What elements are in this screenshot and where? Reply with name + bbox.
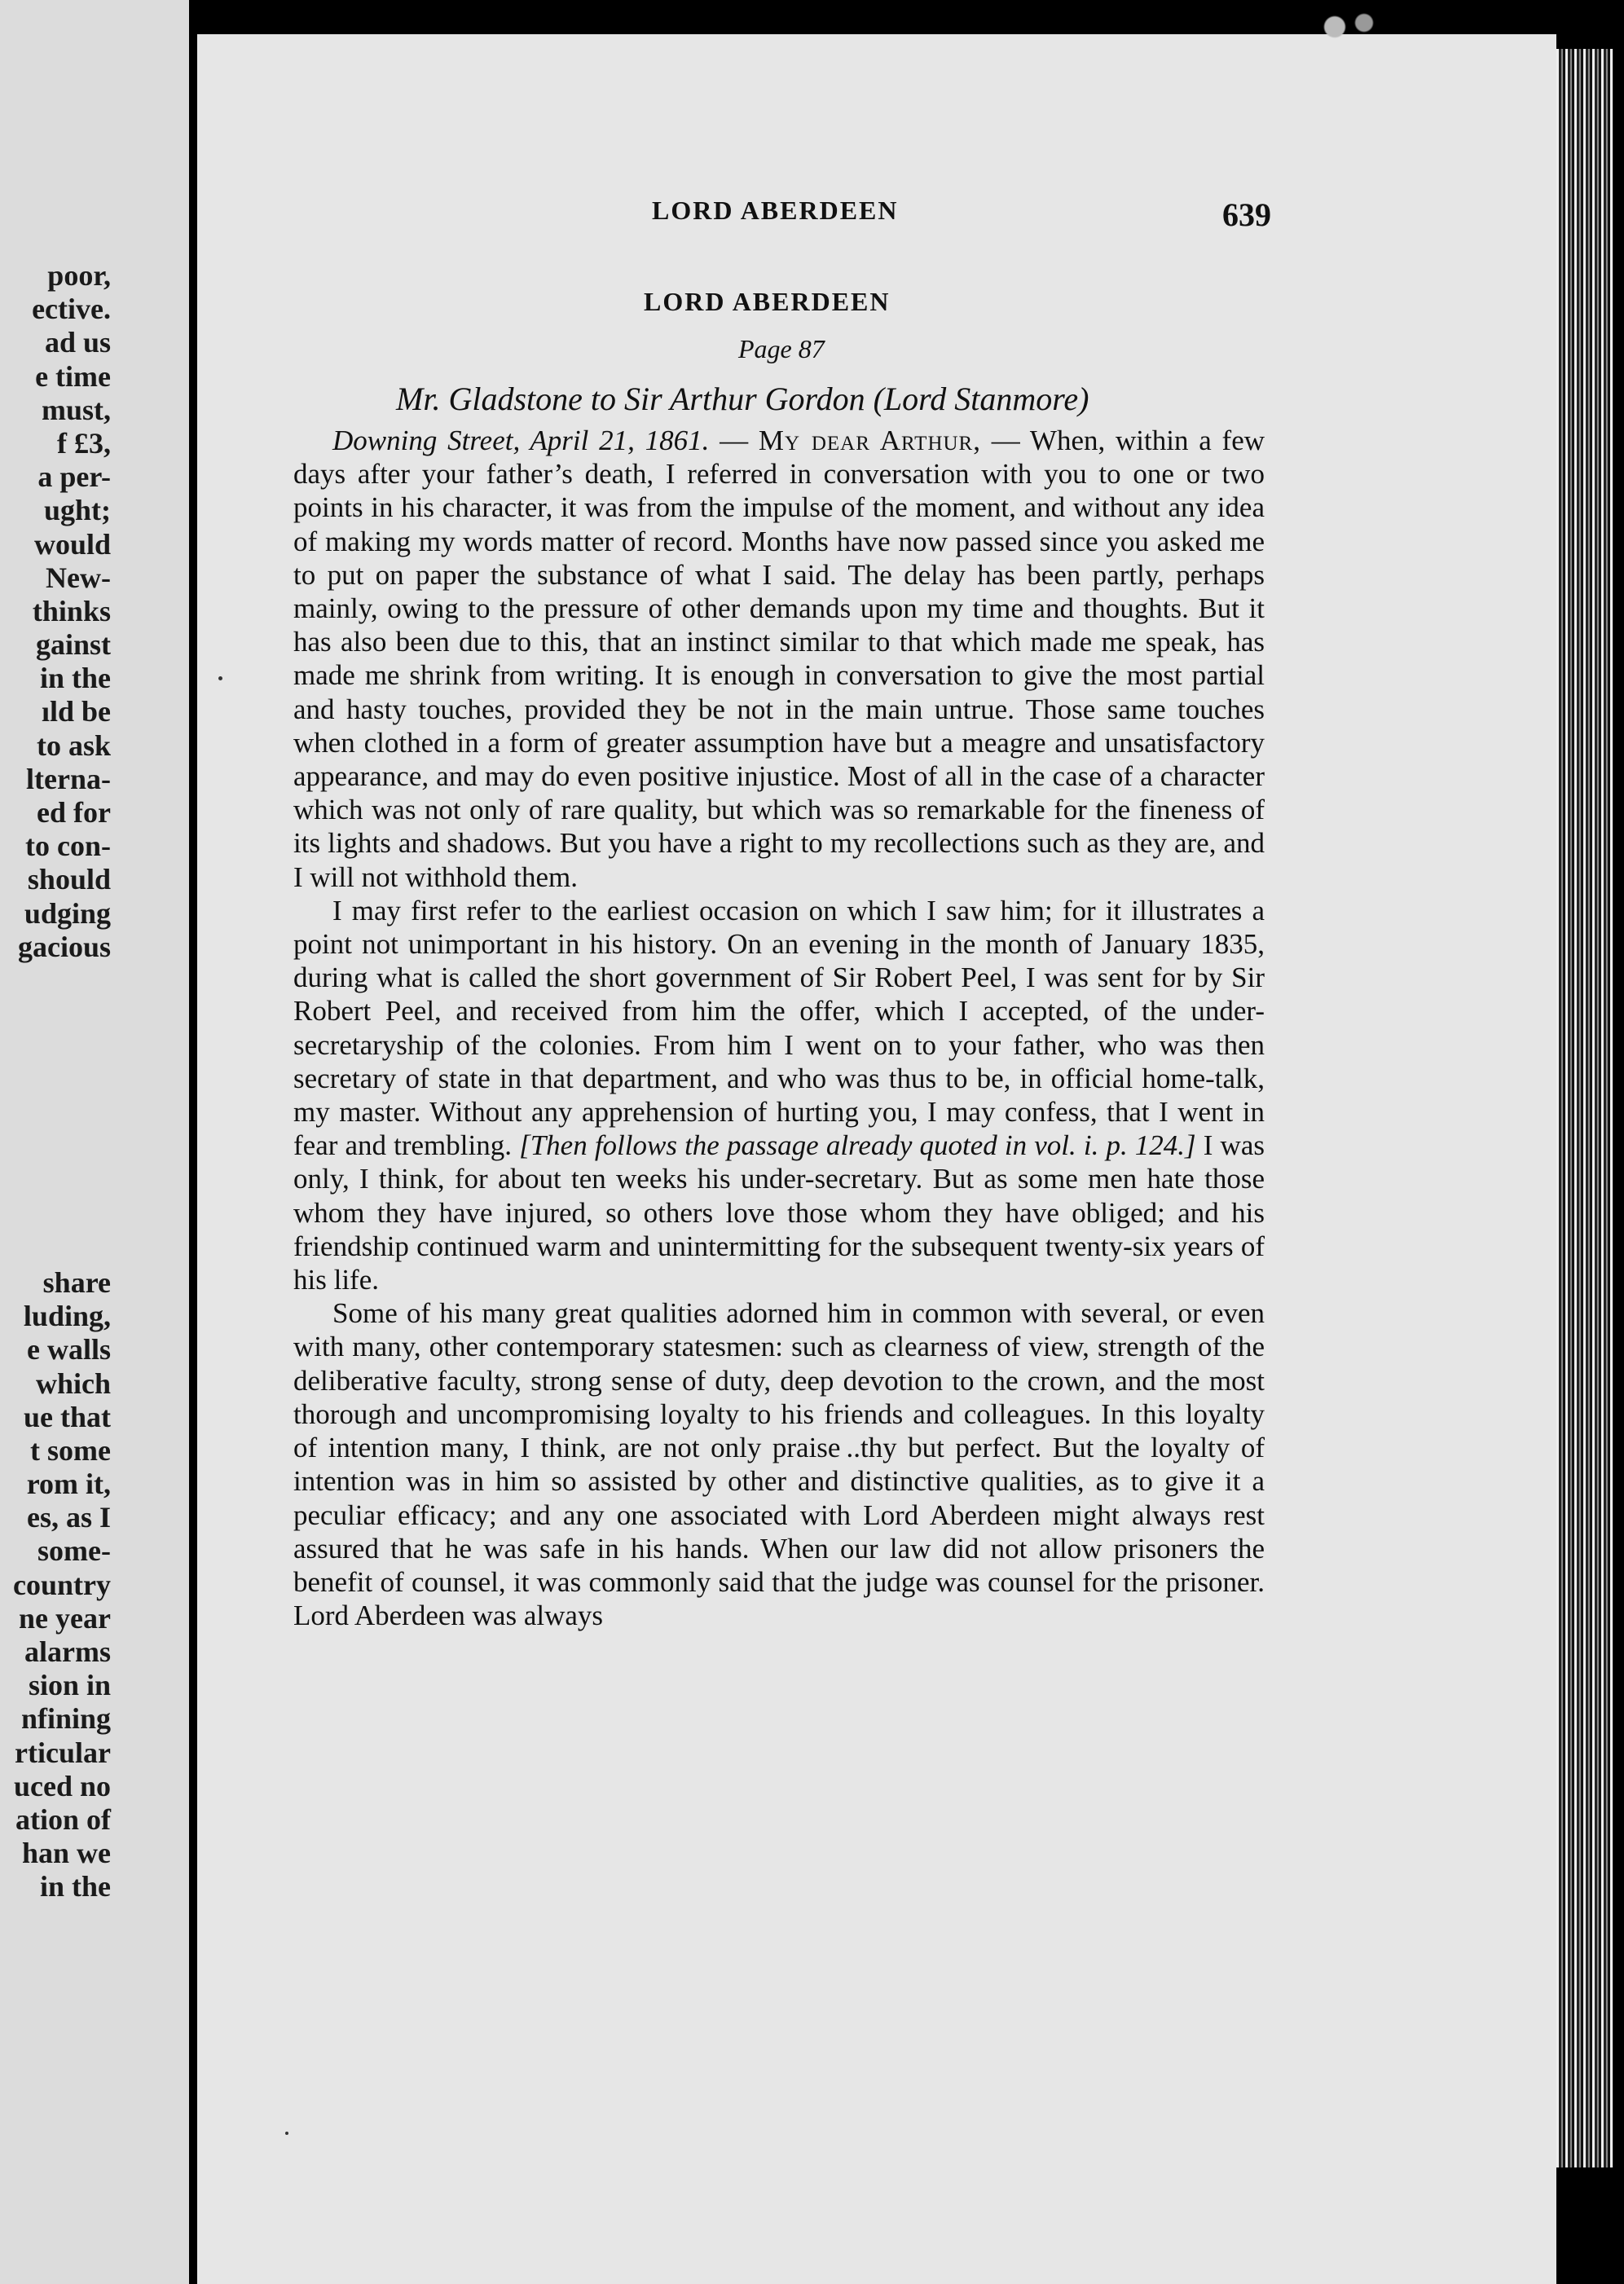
paragraph-1-text: When, within a few days after your father’s death, I referred in conversation with you to one or two points in his character, it was from the impulse of the moment, and without any idea of making my words matter of record. Months have now passed since you asked me to put on paper the substance of what I said. The delay has been partly, perhaps mainly, owing to the pressure of other demands upon my time and thoughts. But it has also been due to this, that an instinct similar to that which made me speak, has made me shrink from writing. It is enough in conversation to give the most partial and hasty touches, provided they be not in the main untrue. Those same touches when clothed in a form of greater assumption have but a meagre and unsatisfactory appearance, and may do even positive injustice. Most of all in the case of a character which was not only of rare quality, but which was so remarkable for the fineness of its lights and shadows. But you have a right to my recollections such as they are, and I will not withhold them. <box>293 425 1265 893</box>
left-page-line: gainst <box>35 628 111 662</box>
left-page-line: f £3, <box>57 426 111 460</box>
margin-mark <box>218 676 222 680</box>
left-page-line: in the <box>39 1870 111 1903</box>
left-page-line: ıld be <box>41 695 111 728</box>
left-page-line: rticular <box>15 1736 111 1769</box>
margin-mark <box>285 2132 288 2135</box>
letter-body <box>293 424 1265 1632</box>
left-page-line: to con- <box>25 830 111 863</box>
left-page-line: rom it, <box>26 1468 111 1501</box>
scan-artifact <box>1296 7 1393 47</box>
left-page-line: es, as I <box>26 1501 111 1534</box>
paragraph-1: Downing Street, April 21, 1861. — My dear Arthur, — When, within a few days after your father’s death, I referred in conversation with you to one or two points in his character, it was from the impulse of the moment, and without any idea of making my words matter of record. Months have now passed since you asked me to put on paper the substance of what I said. The delay has been partly, perhaps mainly, owing to the pressure of other demands upon my time and thoughts. But it has also been due to this, that an instinct similar to that which made me speak, has made me shrink from writing. It is enough in conversation to give the most partial and hasty touches, provided they be not in the main untrue. Those same touches when clothed in a form of greater assumption have but a meagre and unsatisfactory appearance, and may do even positive injustice. Most of all in the case of a character which was not only of rare quality, but which was so remarkable for the fineness of its lights and shadows. But you have a right to my recollections such as they are, and I will not withhold them. <box>293 425 1265 893</box>
left-page-line: some- <box>37 1534 111 1568</box>
left-page-line: ught; <box>43 494 111 527</box>
left-page-line: sion in <box>28 1669 111 1702</box>
salutation: My dear Arthur, <box>758 425 981 456</box>
left-page-line: gacious <box>17 930 111 963</box>
left-page-line: ad us <box>44 326 111 359</box>
paragraph-3-text: Some of his many great qualities adorned him in common with several, or even with many, other contemporary statesmen: such as clearness of view, strength of the deliberative faculty, strong sense of duty, deep devotion to the crown, and the most thorough and uncompromising loyalty to his friends and colleagues. In this loyalty of intention many, I think, are not only praise ..thy but perfect. But the loyalty of intention was in him so assisted by other and distinctive qualities, as to give it a peculiar efficacy; and any one associated with Lord Aberdeen might always rest assured that he was safe in his hands. When our law did not allow prisoners the benefit of counsel, it was commonly said that the judge was counsel for the prisoner. Lord Aberdeen was always <box>293 1297 1265 1632</box>
left-page-line: should <box>27 863 111 896</box>
left-page-line: nfining <box>20 1702 111 1736</box>
left-page <box>0 0 189 2284</box>
left-page-line: ue that <box>24 1400 111 1433</box>
left-page-line: ective. <box>32 293 111 326</box>
page-reference: Page 87 <box>738 334 825 363</box>
left-page-line: must, <box>41 393 111 426</box>
paragraph-2 <box>293 894 1265 1296</box>
left-page-line: which <box>35 1366 111 1400</box>
running-head: LORD ABERDEEN <box>652 196 899 225</box>
paragraph-2-text-b: I was only, I think, for about ten weeks his under-secretary. But as some men hate those whom they have injured, so others love those whom they have obliged; and his friendship continued warm and unintermitting for the subsequent twenty-six years of his life. <box>293 1129 1265 1296</box>
left-page-line: New- <box>46 561 111 594</box>
left-page-line: luding, <box>23 1300 111 1333</box>
left-page-line: poor, <box>47 259 111 292</box>
left-page-line: e walls <box>27 1333 111 1366</box>
left-page-line: would <box>33 527 111 561</box>
left-page-line: a per- <box>37 460 111 494</box>
left-page-line: t some <box>30 1433 111 1467</box>
left-page-line: udging <box>24 896 111 930</box>
left-page-line: ed for <box>37 796 111 829</box>
left-page-line: to ask <box>36 728 111 762</box>
book-spine <box>189 0 197 2284</box>
page-number: 639 <box>1222 196 1271 233</box>
left-page-line: ation of <box>15 1802 111 1836</box>
paragraph-2-text-a: I may first refer to the earliest occasion on which I saw him; for it illustrates a point not unimportant in his history. On an evening in the month of January 1835, during what is called the short government of Sir Robert Peel, I was sent for by Sir Robert Peel, and received from him the offer, which I accepted, of the under-secretaryship of the colonies. From him I went on to your father, who was then secretary of state in that department, and who was thus to be, in official home-talk, my master. Without any apprehension of hurting you, I may confess, that I went in fear and trembling. <box>293 894 1265 1162</box>
paragraph-3 <box>293 1296 1265 1632</box>
left-page-line: lterna- <box>26 762 111 795</box>
dateline: Downing Street, April 21, 1861. <box>332 425 710 456</box>
left-page-line: in the <box>39 662 111 695</box>
left-page-line: thinks <box>32 594 111 627</box>
page-edges <box>1556 49 1613 2167</box>
left-page-line: ne year <box>19 1601 111 1635</box>
section-title: LORD ABERDEEN <box>644 287 891 316</box>
editorial-note: [Then follows the passage already quoted in vol. i. p. 124.] <box>519 1129 1196 1162</box>
left-page-gap <box>0 964 111 1266</box>
left-page-line: share <box>42 1265 111 1299</box>
left-page-line: alarms <box>24 1635 111 1668</box>
left-page-line: uced no <box>13 1769 111 1802</box>
left-page-line: e time <box>35 359 111 393</box>
left-page-text <box>0 259 111 1904</box>
left-page-line: country <box>13 1568 111 1601</box>
letter-heading: Mr. Gladstone to Sir Arthur Gordon (Lord Stanmore) <box>396 381 1089 417</box>
left-page-line: han we <box>21 1837 111 1870</box>
